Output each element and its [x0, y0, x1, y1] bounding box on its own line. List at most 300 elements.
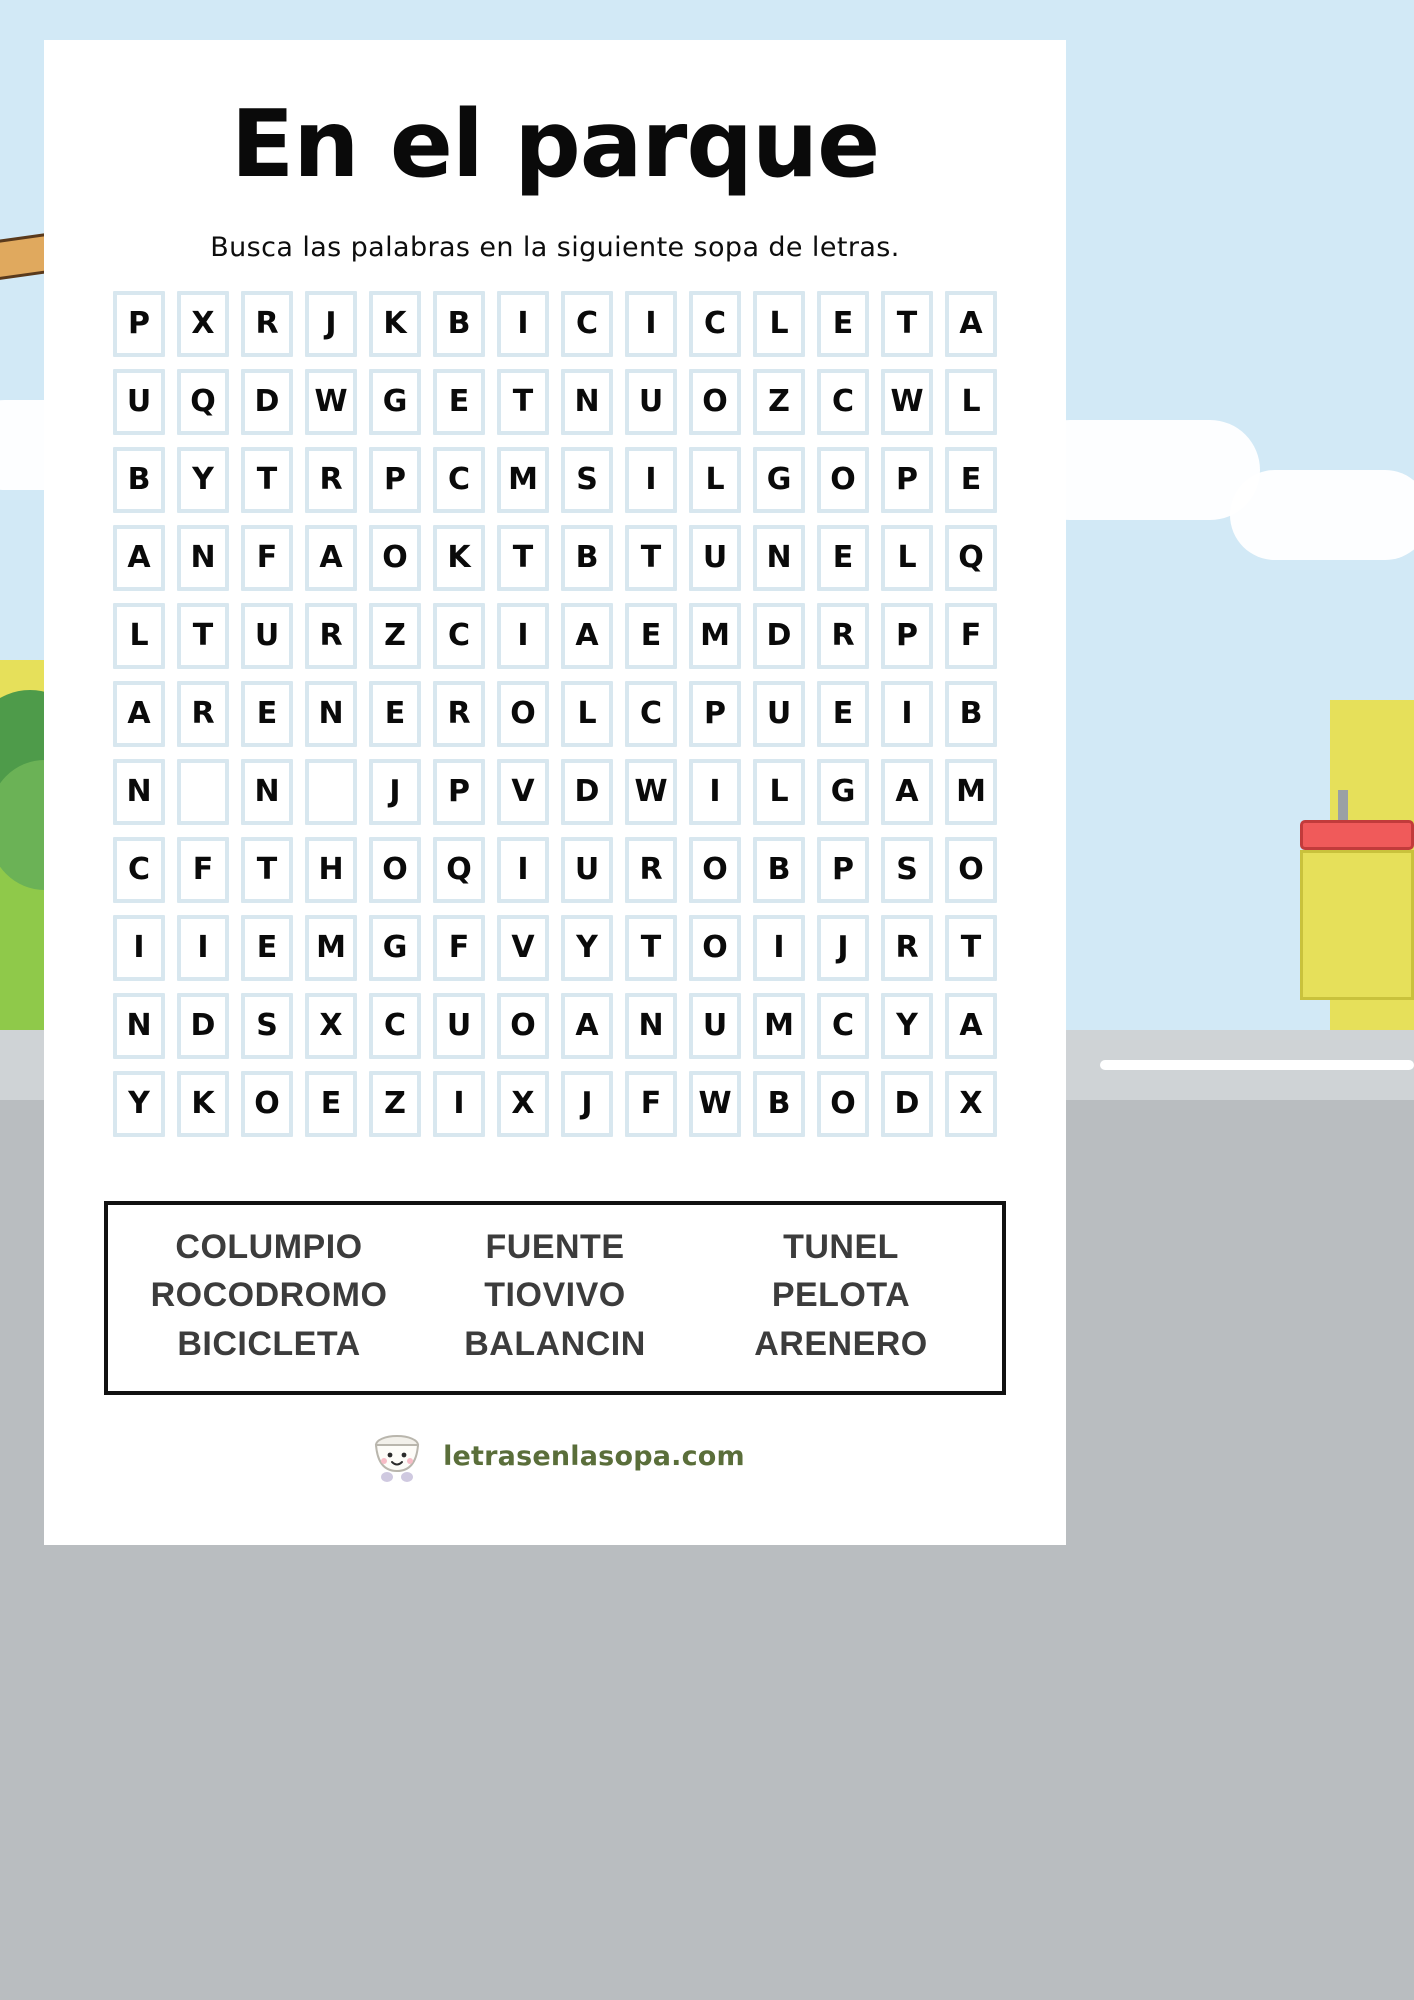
worksheet-sheet [44, 40, 1066, 1545]
grid-cell[interactable] [683, 831, 747, 909]
grid-cell-letter: A [575, 1007, 599, 1043]
word-list-box [104, 1201, 1006, 1395]
grid-cell-letter: S [896, 851, 918, 887]
grid-cell[interactable] [811, 987, 875, 1065]
grid-cell-letter: G [382, 929, 408, 965]
grid-cell[interactable] [491, 909, 555, 987]
grid-cell-letter: I [133, 929, 145, 965]
grid-cell-letter: I [517, 617, 529, 653]
grid-cell-letter: K [383, 305, 407, 341]
grid-cell-letter: M [764, 1007, 794, 1043]
grid-cell-letter: U [702, 1007, 728, 1043]
grid-cell[interactable] [811, 519, 875, 597]
grid-cell[interactable] [427, 987, 491, 1065]
grid-cell[interactable] [107, 597, 171, 675]
grid-cell-letter: U [254, 617, 280, 653]
grid-cell[interactable] [427, 441, 491, 519]
grid-cell[interactable] [107, 987, 171, 1065]
road-line [1100, 1060, 1414, 1070]
grid-cell[interactable] [747, 441, 811, 519]
grid-cell[interactable] [747, 909, 811, 987]
grid-cell[interactable] [619, 1065, 683, 1143]
grid-cell[interactable] [939, 675, 1003, 753]
grid-cell[interactable] [875, 675, 939, 753]
grid-cell-letter: C [831, 383, 855, 419]
grid-cell[interactable] [875, 597, 939, 675]
grid-cell[interactable] [555, 363, 619, 441]
grid-cell-letter: P [896, 461, 918, 497]
footer-site-text: letrasenlasopa.com [443, 1440, 745, 1472]
grid-cell-letter: N [574, 383, 600, 419]
grid-cell[interactable] [235, 1065, 299, 1143]
grid-cell-letter: I [645, 461, 657, 497]
grid-cell-letter: K [191, 1085, 215, 1121]
grid-cell[interactable] [107, 753, 171, 831]
grid-cell[interactable] [683, 441, 747, 519]
slide-icon [1300, 820, 1414, 850]
grid-cell[interactable] [363, 909, 427, 987]
grid-cell[interactable] [299, 753, 363, 831]
grid-cell[interactable] [299, 519, 363, 597]
grid-cell-letter: P [832, 851, 854, 887]
grid-cell[interactable] [619, 441, 683, 519]
grid-cell-letter: O [254, 1085, 280, 1121]
word-list-item[interactable]: BICICLETA [177, 1324, 361, 1363]
grid-cell-letter: C [831, 1007, 855, 1043]
grid-cell[interactable] [555, 909, 619, 987]
grid-cell-letter: E [384, 695, 406, 731]
grid-cell-letter: N [254, 773, 280, 809]
grid-cell[interactable] [107, 441, 171, 519]
grid-cell[interactable] [683, 987, 747, 1065]
grid-cell[interactable] [363, 285, 427, 363]
word-list-column [698, 1227, 984, 1365]
grid-cell[interactable] [363, 831, 427, 909]
grid-cell[interactable] [299, 597, 363, 675]
grid-cell-letter: S [256, 1007, 278, 1043]
grid-cell[interactable] [235, 363, 299, 441]
grid-cell[interactable] [427, 753, 491, 831]
grid-cell-letter: L [129, 617, 149, 653]
grid-cell[interactable] [491, 1065, 555, 1143]
grid-cell[interactable] [171, 441, 235, 519]
grid-cell-letter: Z [384, 1085, 406, 1121]
grid-cell[interactable] [363, 1065, 427, 1143]
grid-cell[interactable] [107, 831, 171, 909]
grid-cell-letter: F [960, 617, 982, 653]
grid-cell[interactable] [363, 675, 427, 753]
grid-cell-letter: W [698, 1085, 732, 1121]
grid-cell[interactable] [555, 987, 619, 1065]
grid-cell[interactable] [363, 519, 427, 597]
grid-cell[interactable] [875, 1065, 939, 1143]
grid-cell-letter: L [705, 461, 725, 497]
grid-cell-letter: N [190, 539, 216, 575]
grid-cell-letter: X [511, 1085, 535, 1121]
grid-cell-letter: A [895, 773, 919, 809]
grid-cell-letter: R [319, 461, 343, 497]
grid-cell[interactable] [171, 597, 235, 675]
grid-cell[interactable] [299, 987, 363, 1065]
grid-cell-letter: S [576, 461, 598, 497]
grid-cell-letter: D [766, 617, 792, 653]
word-list-item[interactable]: FUENTE [485, 1227, 625, 1266]
grid-cell[interactable] [875, 909, 939, 987]
grid-cell[interactable] [811, 831, 875, 909]
slide-body [1300, 850, 1414, 1000]
grid-cell[interactable] [491, 675, 555, 753]
grid-cell[interactable] [811, 597, 875, 675]
cloud-icon [1230, 470, 1414, 560]
grid-cell-letter: R [831, 617, 855, 653]
grid-cell[interactable] [363, 597, 427, 675]
grid-cell-letter: U [702, 539, 728, 575]
grid-cell-letter: X [959, 1085, 983, 1121]
grid-cell-letter: C [639, 695, 663, 731]
grid-cell[interactable] [171, 675, 235, 753]
grid-cell[interactable] [107, 675, 171, 753]
grid-cell[interactable] [299, 831, 363, 909]
grid-cell[interactable] [619, 909, 683, 987]
grid-cell-letter: U [446, 1007, 472, 1043]
grid-cell-letter: B [127, 461, 151, 497]
grid-cell[interactable] [619, 753, 683, 831]
grid-cell[interactable] [811, 753, 875, 831]
grid-cell-letter: U [574, 851, 600, 887]
grid-cell[interactable] [171, 987, 235, 1065]
grid-cell[interactable] [299, 285, 363, 363]
grid-cell[interactable] [107, 363, 171, 441]
grid-cell-letter: A [959, 1007, 983, 1043]
grid-cell-letter: U [766, 695, 792, 731]
grid-cell-letter: P [128, 305, 150, 341]
grid-cell-letter: T [960, 929, 982, 965]
grid-cell[interactable] [491, 441, 555, 519]
grid-cell[interactable] [299, 363, 363, 441]
grid-cell[interactable] [427, 597, 491, 675]
grid-cell[interactable] [427, 519, 491, 597]
grid-cell-letter: L [897, 539, 917, 575]
grid-cell-letter: G [766, 461, 792, 497]
grid-cell[interactable] [363, 987, 427, 1065]
grid-cell[interactable] [235, 909, 299, 987]
grid-cell[interactable] [491, 831, 555, 909]
grid-cell-letter: A [319, 539, 343, 575]
grid-cell-letter: F [256, 539, 278, 575]
grid-cell[interactable] [555, 831, 619, 909]
grid-cell[interactable] [683, 285, 747, 363]
grid-cell-letter: D [254, 383, 280, 419]
grid-cell[interactable] [235, 753, 299, 831]
grid-cell-letter: A [127, 695, 151, 731]
grid-cell-letter: T [512, 383, 534, 419]
grid-cell[interactable] [555, 675, 619, 753]
grid-cell[interactable] [427, 363, 491, 441]
grid-cell[interactable] [427, 909, 491, 987]
grid-cell[interactable] [619, 675, 683, 753]
grid-cell[interactable] [939, 363, 1003, 441]
grid-cell-letter: C [447, 617, 471, 653]
grid-cell[interactable] [171, 753, 235, 831]
grid-cell[interactable] [171, 363, 235, 441]
grid-cell[interactable] [107, 519, 171, 597]
grid-cell[interactable] [683, 597, 747, 675]
grid-cell-letter: F [448, 929, 470, 965]
grid-cell-letter: C [575, 305, 599, 341]
word-list-item[interactable]: TUNEL [783, 1227, 899, 1266]
grid-cell[interactable] [811, 363, 875, 441]
grid-cell-letter: W [890, 383, 924, 419]
grid-cell[interactable] [875, 285, 939, 363]
grid-cell-letter: O [510, 1007, 536, 1043]
grid-cell-letter: I [773, 929, 785, 965]
grid-cell-letter: A [959, 305, 983, 341]
grid-cell-letter: N [638, 1007, 664, 1043]
grid-cell[interactable] [619, 363, 683, 441]
word-list-item[interactable]: BALANCIN [464, 1324, 646, 1363]
grid-cell[interactable] [555, 1065, 619, 1143]
grid-cell-letter: E [832, 695, 854, 731]
word-list-item[interactable]: ARENERO [754, 1324, 928, 1363]
grid-cell-letter: R [895, 929, 919, 965]
grid-cell-letter: A [575, 617, 599, 653]
grid-cell[interactable] [171, 831, 235, 909]
grid-cell[interactable] [427, 675, 491, 753]
grid-cell[interactable] [235, 675, 299, 753]
grid-cell-letter: L [769, 773, 789, 809]
footer [44, 1425, 1066, 1487]
grid-cell-letter: T [256, 461, 278, 497]
grid-cell[interactable] [747, 363, 811, 441]
grid-cell-letter: F [640, 1085, 662, 1121]
grid-cell-letter: E [832, 539, 854, 575]
grid-cell-letter: R [255, 305, 279, 341]
grid-cell[interactable] [811, 285, 875, 363]
grid-cell-letter: C [447, 461, 471, 497]
grid-cell-letter: F [192, 851, 214, 887]
grid-cell-letter: D [574, 773, 600, 809]
grid-cell-letter: E [320, 1085, 342, 1121]
grid-cell-letter: E [960, 461, 982, 497]
grid-cell[interactable] [939, 285, 1003, 363]
grid-cell-letter: O [702, 929, 728, 965]
grid-cell-letter: N [766, 539, 792, 575]
grid-cell[interactable] [427, 831, 491, 909]
grid-cell[interactable] [491, 753, 555, 831]
word-search-grid[interactable] [107, 285, 1003, 1143]
word-list-column [412, 1227, 698, 1365]
grid-cell-letter: G [382, 383, 408, 419]
grid-cell-letter: Y [192, 461, 214, 497]
grid-cell[interactable] [299, 675, 363, 753]
grid-cell[interactable] [107, 909, 171, 987]
grid-cell-letter: C [127, 851, 151, 887]
grid-cell-letter: I [645, 305, 657, 341]
grid-cell[interactable] [619, 597, 683, 675]
grid-cell[interactable] [875, 987, 939, 1065]
grid-cell[interactable] [555, 597, 619, 675]
grid-cell[interactable] [235, 831, 299, 909]
grid-cell-letter: L [961, 383, 981, 419]
grid-cell[interactable] [235, 597, 299, 675]
grid-cell[interactable] [491, 285, 555, 363]
grid-cell-letter: O [958, 851, 984, 887]
grid-cell-letter: T [640, 539, 662, 575]
grid-cell-letter: Y [896, 1007, 918, 1043]
grid-cell[interactable] [619, 519, 683, 597]
grid-cell[interactable] [107, 1065, 171, 1143]
grid-cell[interactable] [747, 519, 811, 597]
grid-cell[interactable] [811, 675, 875, 753]
grid-cell-letter: O [510, 695, 536, 731]
word-list-item[interactable]: PELOTA [771, 1276, 911, 1315]
grid-cell[interactable] [235, 441, 299, 519]
instructions-text: Busca las palabras en la siguiente sopa de letras. [210, 231, 900, 263]
grid-cell[interactable] [555, 441, 619, 519]
grid-cell[interactable] [171, 1065, 235, 1143]
grid-cell-letter: Q [958, 539, 984, 575]
grid-cell-letter: Z [768, 383, 790, 419]
grid-cell[interactable] [747, 285, 811, 363]
grid-cell[interactable] [555, 285, 619, 363]
grid-cell[interactable] [875, 831, 939, 909]
grid-cell[interactable] [363, 363, 427, 441]
grid-cell[interactable] [171, 285, 235, 363]
grid-cell-letter: P [448, 773, 470, 809]
grid-cell[interactable] [171, 909, 235, 987]
grid-cell-letter: O [830, 461, 856, 497]
word-list-item[interactable]: TIOVIVO [484, 1276, 626, 1315]
grid-cell-letter: Y [576, 929, 598, 965]
grid-cell-letter: N [318, 695, 344, 731]
grid-cell[interactable] [747, 1065, 811, 1143]
grid-cell[interactable] [619, 987, 683, 1065]
grid-cell-letter: G [830, 773, 856, 809]
word-list-item[interactable]: ROCODROMO [150, 1276, 388, 1315]
grid-cell[interactable] [939, 519, 1003, 597]
grid-cell[interactable] [491, 597, 555, 675]
grid-cell[interactable] [619, 831, 683, 909]
grid-cell[interactable] [363, 753, 427, 831]
grid-cell[interactable] [491, 519, 555, 597]
grid-cell-letter: V [511, 773, 535, 809]
grid-cell-letter: R [639, 851, 663, 887]
grid-cell[interactable] [939, 753, 1003, 831]
grid-cell-letter: I [517, 305, 529, 341]
grid-cell[interactable] [299, 441, 363, 519]
grid-cell-letter: T [256, 851, 278, 887]
grid-cell-letter: I [453, 1085, 465, 1121]
grid-cell[interactable] [747, 597, 811, 675]
grid-cell[interactable] [235, 519, 299, 597]
grid-cell-letter: E [832, 305, 854, 341]
grid-cell[interactable] [939, 831, 1003, 909]
grid-cell-letter: Q [190, 383, 216, 419]
grid-cell-letter: C [383, 1007, 407, 1043]
grid-cell-letter: P [384, 461, 406, 497]
grid-cell[interactable] [875, 363, 939, 441]
grid-cell-letter: B [447, 305, 471, 341]
grid-cell-letter: H [318, 851, 344, 887]
grid-cell-letter: A [127, 539, 151, 575]
grid-cell-letter: M [508, 461, 538, 497]
grid-cell[interactable] [747, 675, 811, 753]
page-title: En el parque [230, 90, 880, 198]
grid-cell[interactable] [811, 909, 875, 987]
grid-cell-letter: E [256, 929, 278, 965]
grid-cell[interactable] [747, 831, 811, 909]
grid-cell-letter: N [126, 1007, 152, 1043]
grid-cell[interactable] [939, 1065, 1003, 1143]
grid-cell[interactable] [683, 909, 747, 987]
grid-cell-letter: V [511, 929, 535, 965]
grid-cell[interactable] [619, 285, 683, 363]
grid-cell-letter: R [447, 695, 471, 731]
grid-cell-letter: X [191, 305, 215, 341]
grid-cell-letter: W [634, 773, 668, 809]
grid-cell[interactable] [683, 1065, 747, 1143]
grid-cell-letter: D [190, 1007, 216, 1043]
grid-cell[interactable] [683, 363, 747, 441]
grid-cell[interactable] [171, 519, 235, 597]
grid-cell[interactable] [491, 363, 555, 441]
grid-cell[interactable] [939, 441, 1003, 519]
word-search-grid-wrapper [44, 285, 1066, 1143]
grid-cell[interactable] [939, 909, 1003, 987]
grid-cell[interactable] [747, 987, 811, 1065]
grid-cell-letter: I [709, 773, 721, 809]
grid-cell-letter: O [702, 851, 728, 887]
grid-cell[interactable] [939, 597, 1003, 675]
grid-cell[interactable] [363, 441, 427, 519]
grid-cell[interactable] [683, 753, 747, 831]
grid-cell[interactable] [939, 987, 1003, 1065]
grid-cell-box [177, 759, 229, 825]
grid-cell[interactable] [747, 753, 811, 831]
word-list-item[interactable]: COLUMPIO [175, 1227, 363, 1266]
grid-cell[interactable] [555, 753, 619, 831]
grid-cell-letter: N [126, 773, 152, 809]
grid-cell[interactable] [811, 1065, 875, 1143]
grid-cell[interactable] [491, 987, 555, 1065]
grid-cell-letter: J [389, 773, 401, 809]
grid-cell-letter: T [192, 617, 214, 653]
grid-cell[interactable] [427, 1065, 491, 1143]
grid-cell[interactable] [811, 441, 875, 519]
grid-cell-letter: L [769, 305, 789, 341]
grid-cell[interactable] [299, 909, 363, 987]
grid-cell[interactable] [299, 1065, 363, 1143]
grid-cell-letter: J [837, 929, 849, 965]
grid-cell-letter: U [126, 383, 152, 419]
grid-cell[interactable] [427, 285, 491, 363]
grid-cell[interactable] [555, 519, 619, 597]
grid-cell-letter: L [577, 695, 597, 731]
grid-cell[interactable] [107, 285, 171, 363]
grid-cell[interactable] [683, 519, 747, 597]
grid-cell[interactable] [875, 753, 939, 831]
grid-cell-letter: R [191, 695, 215, 731]
grid-cell-letter: E [448, 383, 470, 419]
grid-cell-box [305, 759, 357, 825]
grid-cell[interactable] [875, 441, 939, 519]
grid-cell[interactable] [683, 675, 747, 753]
grid-cell-letter: B [959, 695, 983, 731]
grid-cell[interactable] [235, 987, 299, 1065]
grid-cell-letter: I [901, 695, 913, 731]
grid-cell[interactable] [875, 519, 939, 597]
grid-cell[interactable] [235, 285, 299, 363]
